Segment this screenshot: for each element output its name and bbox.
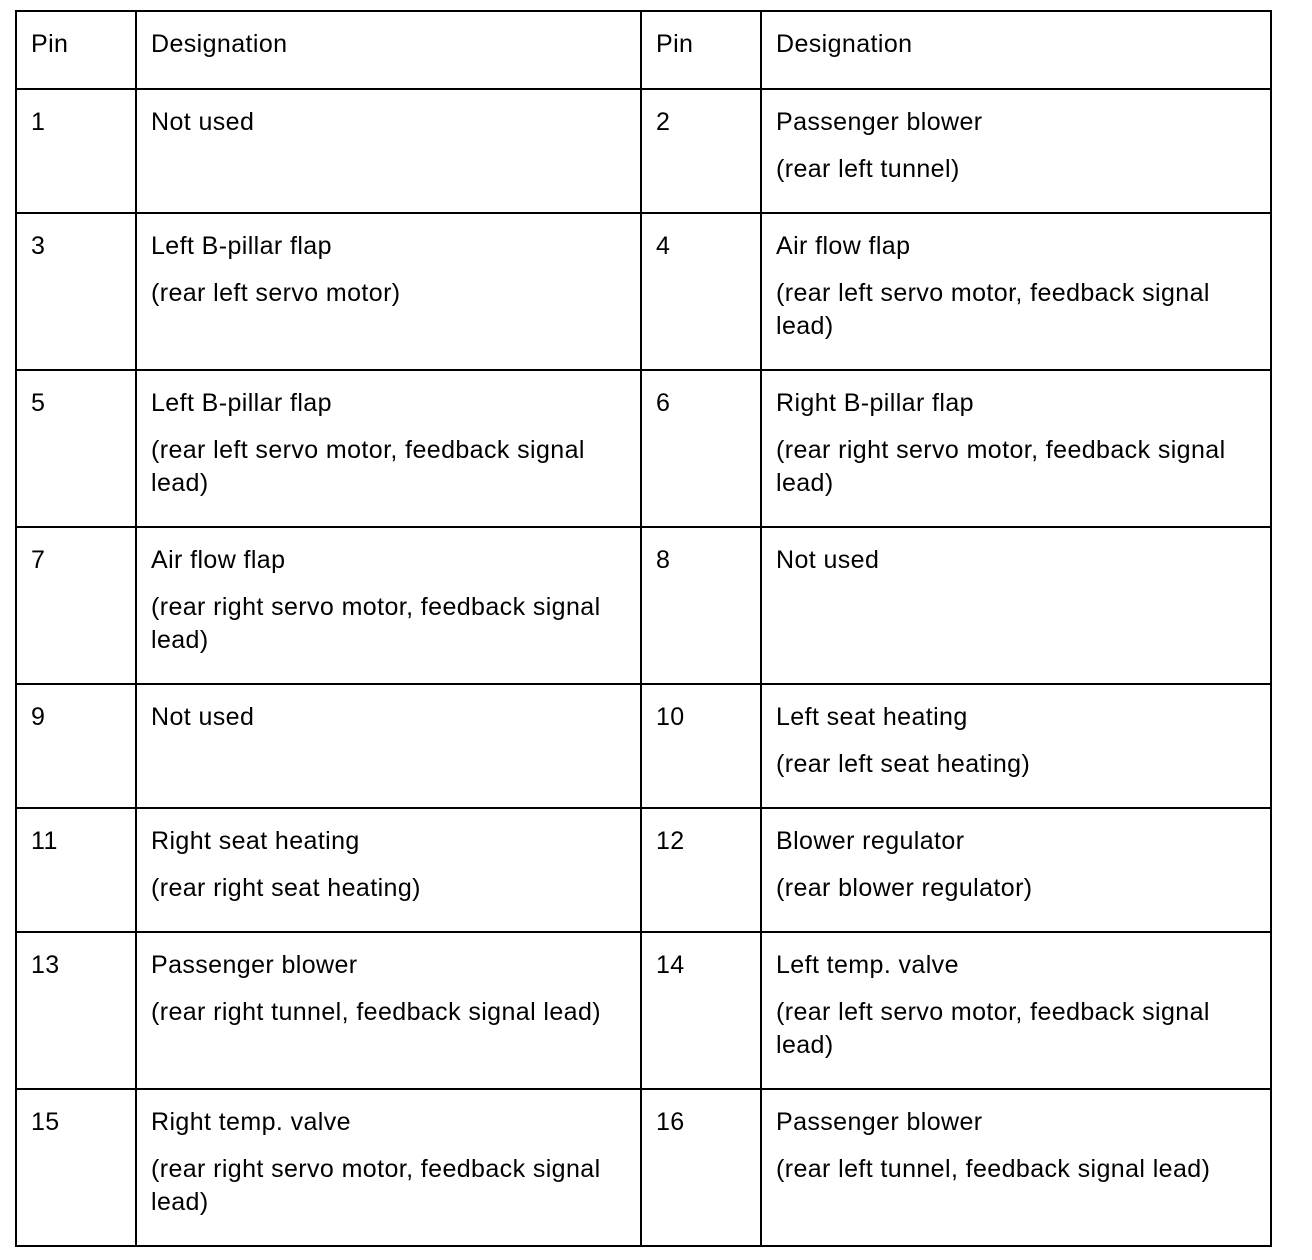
designation-detail: (rear right servo motor, feedback signal lead)	[151, 593, 601, 654]
designation-detail: (rear left tunnel, feedback signal lead)	[776, 1155, 1211, 1183]
designation-detail: (rear right servo motor, feedback signal lead)	[151, 1155, 601, 1216]
designation-cell	[136, 370, 641, 527]
designation-title: Not used	[776, 546, 880, 574]
designation-cell	[761, 684, 1271, 808]
pin-number: 3	[16, 213, 136, 370]
designation-title: Left seat heating	[776, 703, 968, 731]
designation-title: Blower regulator	[776, 827, 965, 855]
designation-title: Left B-pillar flap	[151, 232, 332, 260]
designation-title: Left temp. valve	[776, 951, 959, 979]
designation-cell	[136, 932, 641, 1089]
pin-number: 8	[641, 527, 761, 684]
designation-cell	[136, 684, 641, 808]
designation-cell	[761, 808, 1271, 932]
designation-title: Not used	[151, 703, 255, 731]
pin-number: 16	[641, 1089, 761, 1246]
pin-number: 12	[641, 808, 761, 932]
pin-number: 11	[16, 808, 136, 932]
designation-title: Right B-pillar flap	[776, 389, 974, 417]
designation-cell	[136, 213, 641, 370]
header-designation-right: Designation	[761, 11, 1271, 89]
pin-number: 6	[641, 370, 761, 527]
designation-cell	[136, 527, 641, 684]
designation-title: Passenger blower	[776, 108, 983, 136]
designation-title: Not used	[151, 108, 255, 136]
designation-detail: (rear left servo motor, feedback signal lead)	[776, 998, 1210, 1059]
designation-title: Left B-pillar flap	[151, 389, 332, 417]
table-row	[16, 89, 1271, 213]
designation-detail: (rear left seat heating)	[776, 750, 1031, 778]
designation-cell	[761, 1089, 1271, 1246]
designation-cell	[761, 89, 1271, 213]
pin-number: 7	[16, 527, 136, 684]
designation-detail: (rear left servo motor, feedback signal lead)	[776, 279, 1210, 340]
pin-number: 4	[641, 213, 761, 370]
pin-number: 10	[641, 684, 761, 808]
designation-title: Right seat heating	[151, 827, 360, 855]
pin-number: 5	[16, 370, 136, 527]
designation-detail: (rear left tunnel)	[776, 155, 960, 183]
designation-cell	[761, 527, 1271, 684]
designation-cell	[136, 89, 641, 213]
designation-title: Passenger blower	[776, 1108, 983, 1136]
table-header-row	[16, 11, 1271, 89]
pin-number: 2	[641, 89, 761, 213]
header-pin-left: Pin	[16, 11, 136, 89]
designation-cell	[761, 932, 1271, 1089]
designation-cell	[761, 213, 1271, 370]
table-row	[16, 370, 1271, 527]
designation-title: Right temp. valve	[151, 1108, 351, 1136]
designation-cell	[136, 1089, 641, 1246]
pin-number: 1	[16, 89, 136, 213]
table-row	[16, 1089, 1271, 1246]
header-designation-left: Designation	[136, 11, 641, 89]
pin-number: 13	[16, 932, 136, 1089]
table-row	[16, 808, 1271, 932]
designation-cell	[761, 370, 1271, 527]
pin-number: 15	[16, 1089, 136, 1246]
designation-cell	[136, 808, 641, 932]
table-row	[16, 684, 1271, 808]
table-row	[16, 213, 1271, 370]
designation-detail: (rear right seat heating)	[151, 874, 421, 902]
header-pin-right: Pin	[641, 11, 761, 89]
designation-title: Air flow flap	[151, 546, 286, 574]
designation-detail: (rear blower regulator)	[776, 874, 1033, 902]
designation-title: Air flow flap	[776, 232, 911, 260]
table-row	[16, 527, 1271, 684]
designation-detail: (rear left servo motor)	[151, 279, 401, 307]
designation-detail: (rear right servo motor, feedback signal lead)	[776, 436, 1226, 497]
designation-detail: (rear left servo motor, feedback signal lead)	[151, 436, 585, 497]
designation-detail: (rear right tunnel, feedback signal lead)	[151, 998, 601, 1026]
pin-assignment-table	[15, 10, 1272, 1247]
table-row	[16, 932, 1271, 1089]
pin-number: 14	[641, 932, 761, 1089]
pin-number: 9	[16, 684, 136, 808]
designation-title: Passenger blower	[151, 951, 358, 979]
